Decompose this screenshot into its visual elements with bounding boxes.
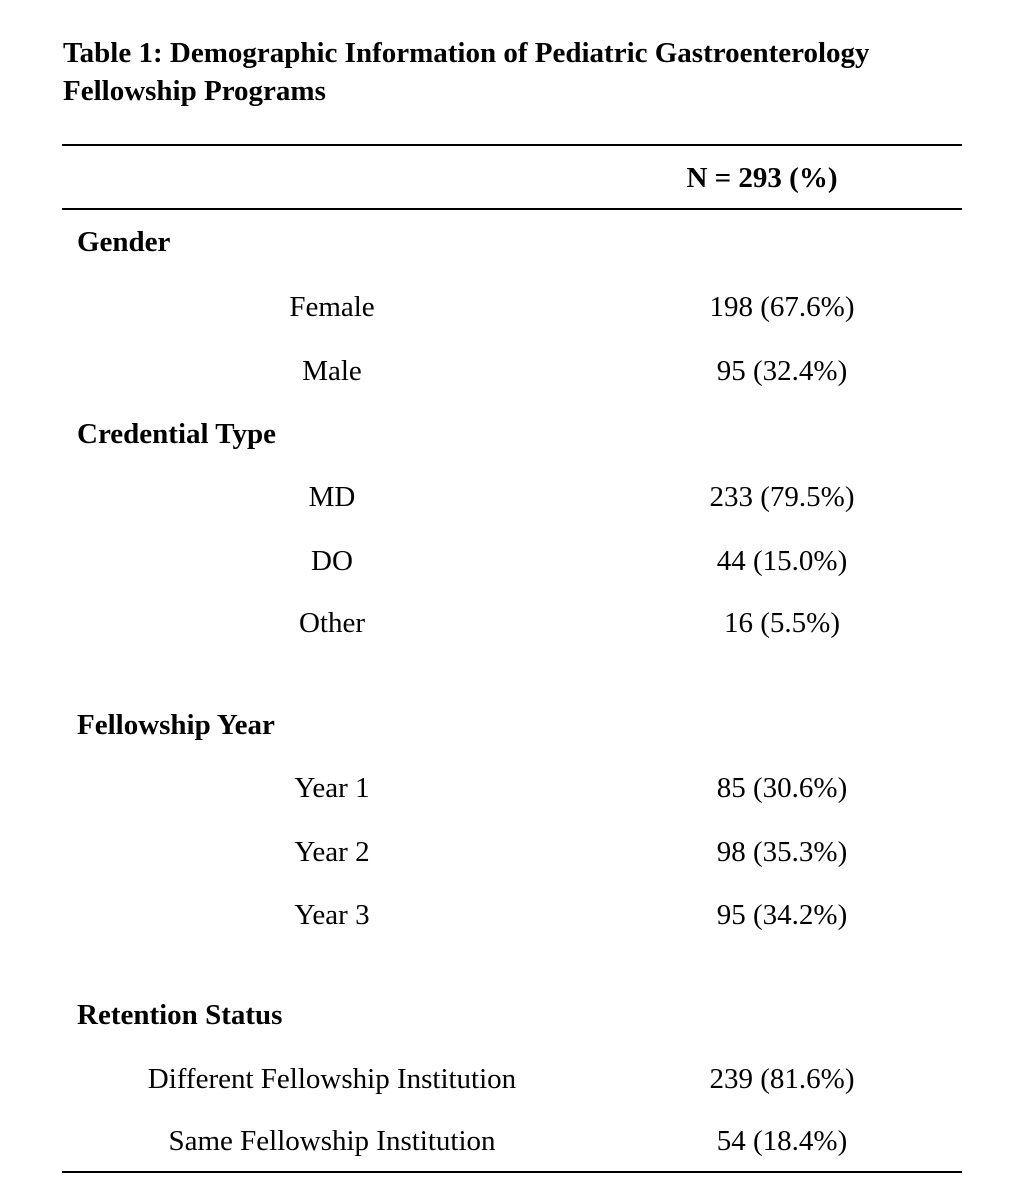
table-bottom-rule bbox=[62, 1171, 962, 1173]
row-value: 44 (15.0%) bbox=[716, 545, 848, 577]
row-value: 16 (5.5%) bbox=[724, 607, 840, 639]
row-label: Other bbox=[298, 607, 366, 639]
row-label: Male bbox=[302, 355, 362, 387]
row-value: 95 (32.4%) bbox=[716, 355, 848, 387]
section-label-gender: Gender bbox=[77, 226, 171, 258]
row-label: Same Fellowship Institution bbox=[168, 1125, 496, 1157]
row-value: 95 (34.2%) bbox=[716, 899, 848, 931]
row-label: Year 2 bbox=[294, 836, 370, 868]
row-value: 54 (18.4%) bbox=[716, 1125, 848, 1157]
row-label: Female bbox=[289, 291, 375, 323]
table-top-rule bbox=[62, 144, 962, 146]
table-title: Table 1: Demographic Information of Pediatric Gastroenterology Fellowship Programs bbox=[63, 37, 870, 107]
value-column-header: N = 293 (%) bbox=[686, 162, 838, 194]
row-value: 239 (81.6%) bbox=[709, 1063, 855, 1095]
row-label: Different Fellowship Institution bbox=[147, 1063, 517, 1095]
row-value: 98 (35.3%) bbox=[716, 836, 848, 868]
row-label: DO bbox=[311, 545, 353, 577]
header-bottom-rule bbox=[62, 208, 962, 210]
section-label-fellowship-year: Fellowship Year bbox=[77, 709, 275, 741]
row-label: Year 1 bbox=[294, 772, 370, 804]
row-value: 198 (67.6%) bbox=[709, 291, 855, 323]
section-label-credential-type: Credential Type bbox=[77, 418, 276, 450]
row-label: Year 3 bbox=[294, 899, 370, 931]
section-label-retention-status: Retention Status bbox=[77, 999, 283, 1031]
row-value: 85 (30.6%) bbox=[716, 772, 848, 804]
row-label: MD bbox=[308, 481, 356, 513]
row-value: 233 (79.5%) bbox=[709, 481, 855, 513]
